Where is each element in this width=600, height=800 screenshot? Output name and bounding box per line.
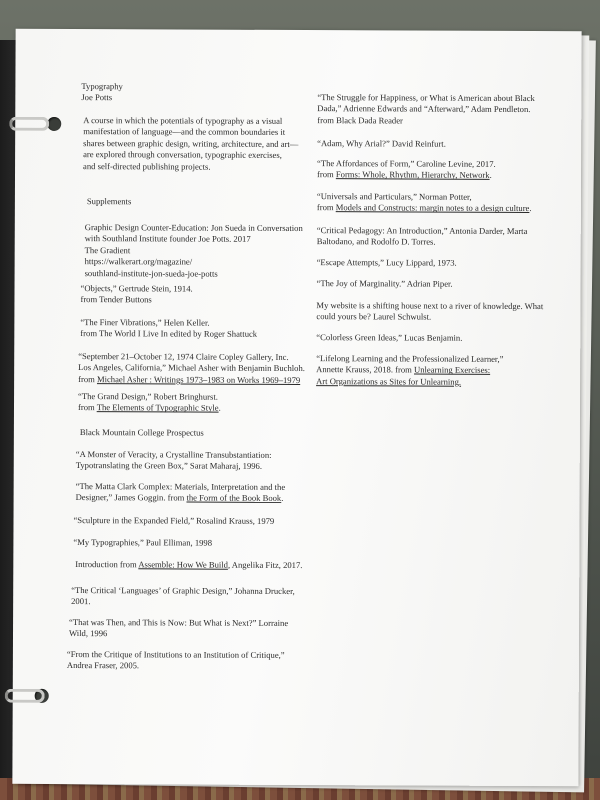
source-prefix: from bbox=[78, 373, 98, 384]
reading-entry bbox=[317, 257, 457, 269]
entry-line: Wild, 1996 bbox=[68, 628, 108, 639]
entry-line: Black Mountain College Prospectus bbox=[79, 427, 204, 438]
binder-ring bbox=[5, 689, 45, 703]
entry-source-line bbox=[78, 374, 305, 386]
entry-line: Baltodano, and Rodolfo D. Torres. bbox=[316, 236, 436, 248]
entry-line: “Sculpture in the Expanded Field,” Rosalind Krauss, 1979 bbox=[73, 515, 275, 526]
reading-entry bbox=[73, 537, 212, 549]
source-suffix: . bbox=[489, 170, 492, 181]
entry-line: “My Typographies,” Paul Elliman, 1998 bbox=[73, 537, 213, 548]
reading-entry bbox=[76, 449, 272, 473]
source-suffix: , Angelika Fitz, 2017. bbox=[227, 559, 303, 571]
description-line: and self-directed publishing projects. bbox=[83, 160, 211, 172]
entry-line: “From the Critique of Institutions to an Institution of Critique,” bbox=[66, 648, 285, 660]
entry-line: “The Matta Clark Complex: Materials, Interpretation and the bbox=[75, 481, 286, 492]
description-line: are explored through conversation, typographic exercises, bbox=[83, 149, 282, 161]
reading-entry bbox=[78, 351, 305, 386]
source-prefix: from bbox=[77, 402, 97, 413]
reading-entry bbox=[71, 585, 295, 609]
entry-line: “That was Then, and This is Now: But What is Next?” Lorraine bbox=[69, 617, 289, 628]
entry-line: southland-institute-jon-sueda-joe-potts bbox=[84, 267, 218, 279]
entry-source-line bbox=[76, 492, 286, 504]
source-prefix: from bbox=[316, 202, 336, 213]
entry-line: from Black Dada Reader bbox=[317, 114, 403, 126]
reading-entry bbox=[316, 332, 462, 344]
description-line: A course in which the potentials of typography as a visual bbox=[83, 115, 283, 126]
entry-source-line bbox=[317, 169, 496, 181]
description-line: shares between graphic design, writing, architecture, and art— bbox=[83, 137, 299, 149]
reading-entry bbox=[317, 191, 532, 215]
entry-line: “The Critical ‘Languages’ of Graphic Design,” Johanna Drucker, bbox=[71, 585, 295, 596]
entry-line: Andrea Fraser, 2005. bbox=[66, 660, 140, 671]
reading-entry bbox=[67, 649, 285, 673]
source-prefix: from bbox=[316, 169, 336, 180]
entry-line: “The Struggle for Happiness, or What is American about Black bbox=[317, 92, 535, 104]
entry-source-line bbox=[78, 402, 221, 414]
source-suffix: . bbox=[529, 203, 532, 214]
source-title-link: Assemble: How We Build bbox=[138, 559, 228, 570]
binder-ring bbox=[9, 117, 49, 131]
source-prefix: Introduction from bbox=[75, 559, 139, 570]
entry-line: Los Angeles, California,” Michael Asher with Benjamin Buchloh. bbox=[78, 362, 305, 374]
reading-entry bbox=[80, 283, 192, 306]
source-prefix: Designer,” James Goggin. from bbox=[75, 492, 187, 503]
instructor-name: Joe Potts bbox=[81, 92, 113, 103]
reading-entry bbox=[317, 278, 453, 290]
reading-entry bbox=[80, 317, 257, 341]
entry-line: My website is a shifting house next to a river of knowledge. What bbox=[316, 300, 544, 312]
entry-source-line bbox=[316, 364, 503, 376]
reading-entry bbox=[73, 515, 274, 527]
source-title-link: the Form of the Book Book bbox=[186, 492, 282, 504]
reading-entry bbox=[85, 222, 303, 280]
entry-line: from The World I Live In edited by Roger Shattuck bbox=[80, 328, 258, 340]
reading-entry bbox=[317, 138, 446, 150]
entry-line: could yours be? Laurel Schwulst. bbox=[316, 311, 432, 322]
entry-line: with Southland Institute founder Joe Potts. 2017 bbox=[84, 233, 251, 245]
source-title-link: Models and Constructs: margin notes to a design culture bbox=[335, 202, 530, 214]
entry-line: https://walkerart.org/magazine/ bbox=[84, 256, 193, 267]
reading-entry bbox=[316, 300, 543, 324]
source-suffix: . bbox=[218, 403, 221, 414]
entry-line: “The Grand Design,” Robert Bringhurst. bbox=[78, 391, 218, 402]
reading-entry bbox=[75, 559, 302, 571]
syllabus-page bbox=[12, 29, 581, 786]
entry-line: “Escape Attempts,” Lucy Lippard, 1973. bbox=[316, 257, 457, 268]
entry-line: “The Joy of Marginality.” Adrian Piper. bbox=[316, 278, 453, 289]
reading-entry bbox=[317, 225, 528, 249]
entry-line: “Objects,” Gertrude Stein, 1914. bbox=[80, 283, 193, 294]
entry-line: from Tender Buttons bbox=[80, 294, 152, 305]
entry-line: Typotranslating the Green Box,” Sarat Maharaj, 1996. bbox=[75, 460, 263, 472]
entry-line: Art Organizations as Sites for Unlearning. bbox=[316, 375, 462, 387]
source-title-link: Unlearning Exercises: bbox=[414, 364, 491, 376]
reading-entry bbox=[76, 481, 286, 505]
source-title-link: Forms: Whole, Rhythm, Hierarchy, Network bbox=[335, 169, 490, 181]
entry-line: The Gradient bbox=[84, 244, 131, 256]
entry-source-line bbox=[317, 202, 532, 214]
source-suffix: . bbox=[281, 493, 284, 504]
entry-line: “Critical Pedagogy: An Introduction,” Antonia Darder, Marta bbox=[316, 225, 528, 237]
reading-entry bbox=[317, 158, 496, 182]
course-description bbox=[83, 115, 298, 173]
punch-hole bbox=[47, 117, 61, 131]
entry-line: “The Affordances of Form,” Caroline Levine, 2017. bbox=[317, 158, 496, 169]
entry-line: Graphic Design Counter-Education: Jon Sueda in Conversation bbox=[84, 222, 303, 234]
reading-entry bbox=[80, 427, 204, 439]
entry-source-line bbox=[75, 559, 302, 571]
source-prefix: Annette Krauss, 2018. from bbox=[316, 364, 415, 375]
entry-line: “Lifelong Learning and the Professionalized Learner,” bbox=[316, 353, 504, 364]
entry-line: “Colorless Green Ideas,” Lucas Benjamin. bbox=[316, 332, 463, 343]
source-title-link: Michael Asher : Writings 1973–1983 on Works 1969–1979 bbox=[96, 373, 301, 385]
entry-line: 2001. bbox=[71, 596, 91, 607]
source-title-link: The Elements of Typographic Style bbox=[96, 402, 219, 414]
reading-entry bbox=[317, 92, 535, 127]
reading-entry bbox=[316, 353, 503, 388]
entry-line: “Universals and Particulars,” Norman Potter, bbox=[316, 191, 472, 202]
description-line: manifestation of language—and the common boundaries it bbox=[83, 126, 286, 138]
entry-line: Dada,” Adrienne Edwards and “Afterward,” Adam Pendleton. bbox=[317, 103, 531, 115]
entry-line: “The Finer Vibrations,” Helen Keller. bbox=[80, 317, 210, 328]
entry-line: “A Monster of Veracity, a Crystalline Transubstantiation: bbox=[75, 449, 272, 460]
course-title: Typography bbox=[81, 81, 123, 92]
course-header bbox=[81, 81, 123, 104]
reading-entry bbox=[69, 617, 288, 641]
entry-line: “Adam, Why Arial?” David Reinfurt. bbox=[317, 138, 446, 149]
supplements-heading: Supplements bbox=[86, 196, 132, 207]
reading-entry bbox=[78, 391, 221, 414]
entry-line: “September 21–October 12, 1974 Claire Copley Gallery, Inc. bbox=[78, 351, 289, 362]
